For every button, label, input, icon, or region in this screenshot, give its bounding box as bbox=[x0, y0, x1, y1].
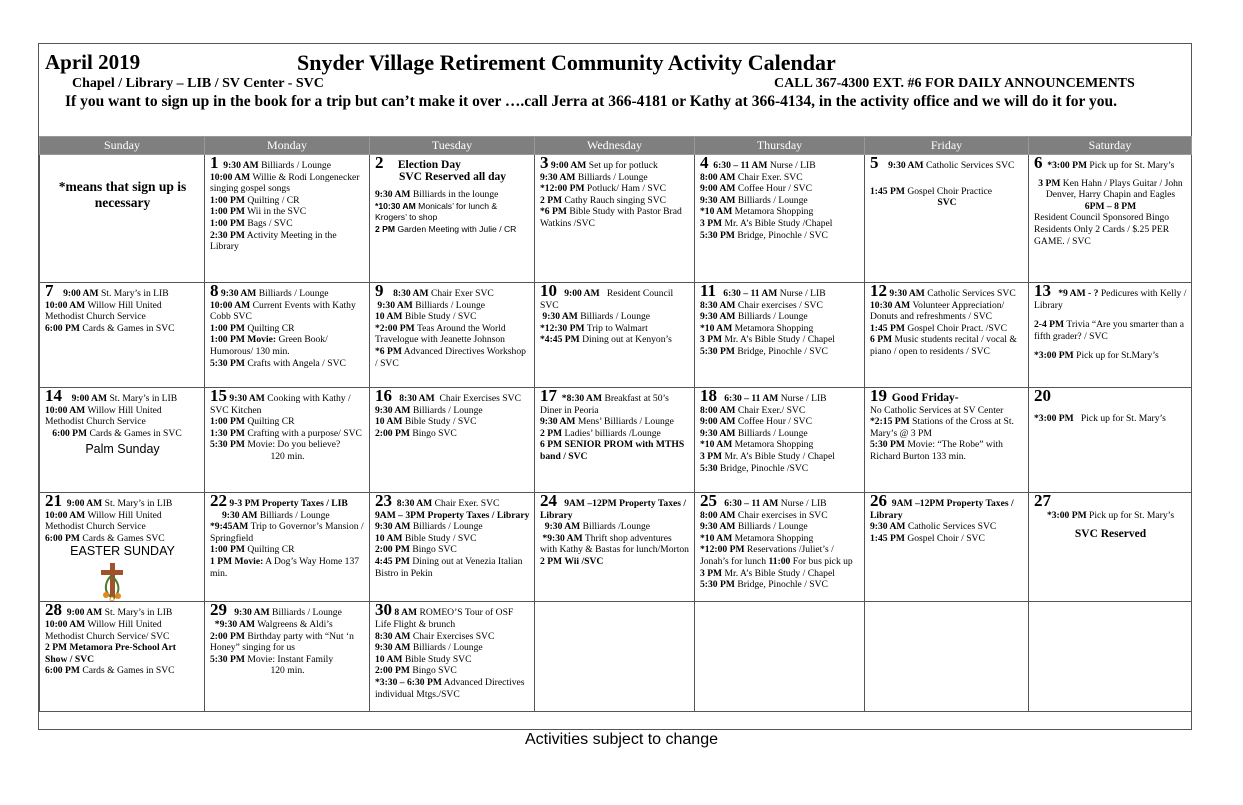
footer-disclaimer: Activities subject to change bbox=[525, 731, 718, 748]
day-number: 8 bbox=[210, 282, 219, 300]
day-number: 10 bbox=[540, 282, 557, 300]
day-number: 26 bbox=[870, 492, 887, 510]
day-cell-30: 30 8 AM ROMEO’S Tour of OSF Life Flight & brunch 8:30 AM Chair Exercises SVC 9:30 AM Billiards / Lounge 10 AM Bible Study SVC 2:00 PM Bingo SVC *3:30 – 6:30 PM Advanced Directives individual Mtgs./SVC bbox=[370, 602, 535, 712]
day-number: 4 bbox=[700, 154, 709, 172]
weekday-header: Tuesday bbox=[370, 137, 535, 155]
announcement-phone: CALL 367-4300 EXT. #6 FOR DAILY ANNOUNCEMENTS bbox=[774, 76, 1135, 91]
day-number: 9 bbox=[375, 282, 384, 300]
day-cell-3: 3 9:00 AM Set up for potluck 9:30 AM Billiards / Lounge *12:00 PM Potluck/ Ham / SVC 2 PM Cathy Rauch singing SVC *6 PM Bible Study with Pastor Brad Watkins /SVC bbox=[535, 155, 695, 283]
day-cell-7: 7 9:00 AM St. Mary’s in LIB 10:00 AM Willow Hill United Methodist Church Service 6:00 PM Cards & Games in SVC bbox=[40, 283, 205, 388]
signup-instructions: If you want to sign up in the book for a trip but can’t make it over ….call Jerra at 366-4181 or Kathy at 366-4134, in the activity office and we will do it for you. bbox=[65, 93, 1117, 110]
day-number: 28 bbox=[45, 601, 62, 620]
day-cell-18: 18 6:30 – 11 AM Nurse / LIB 8:00 AM Chair Exer./ SVC 9:00 AM Coffee Hour / SVC 9:30 AM Billiards / Lounge *10 AM Metamora Shopping 3 PM Mr. A’s Bible Study / Chapel 5:30 Bridge, Pinochle /SVC bbox=[695, 388, 865, 493]
day-cell-10: 10 9:00 AM Resident Council SVC 9:30 AM Billiards / Lounge *12:30 PM Trip to Walmart *4:45 PM Dining out at Kenyon’s bbox=[535, 283, 695, 388]
day-cell-19: 19 Good Friday- No Catholic Services at SV Center *2:15 PM Stations of the Cross at St. Mary’s @ 3 PM 5:30 PM Movie: “The Robe” with Richard Burton 133 min. bbox=[865, 388, 1029, 493]
weekday-header: Monday bbox=[205, 137, 370, 155]
day-number: 25 bbox=[700, 492, 717, 510]
day-cell-8: 8 9:30 AM Billiards / Lounge 10:00 AM Current Events with Kathy Cobb SVC 1:00 PM Quilting CR 1:00 PM Movie: Green Book/ Humorous/ 130 min. 5:30 PM Crafts with Angela / SVC bbox=[205, 283, 370, 388]
day-cell-empty bbox=[1029, 602, 1192, 712]
weekday-header-row bbox=[40, 137, 1192, 155]
week-row bbox=[40, 283, 1192, 388]
day-cell-5: 5 9:30 AM Catholic Services SVC 1:45 PM Gospel Choir Practice SVC bbox=[865, 155, 1029, 283]
day-cell-23: 23 8:30 AM Chair Exer. SVC 9AM – 3PM Property Taxes / Library 9:30 AM Billiards / Lounge 10 AM Bible Study / SVC 2:00 PM Bingo SVC 4:45 PM Dining out at Venezia Italian Bistro in Pekin bbox=[370, 493, 535, 602]
day-cell-14: 14 9:00 AM St. Mary’s in LIB 10:00 AM Willow Hill United Methodist Church Service 6:00 PM Cards & Games in SVC Palm Sunday bbox=[40, 388, 205, 493]
day-number: 17 bbox=[540, 387, 557, 405]
calendar-frame bbox=[38, 43, 1192, 730]
day-cell-22: 22 9-3 PM Property Taxes / LIB 9:30 AM Billiards / Lounge *9:45AM Trip to Governor’s Mansion / Springfield 1:00 PM Quilting CR 1 PM Movie: A Dog’s Way Home 137 min. bbox=[205, 493, 370, 602]
day-cell-26: 26 9AM –12PM Property Taxes / Library 9:30 AM Catholic Services SVC 1:45 PM Gospel Choir / SVC bbox=[865, 493, 1029, 602]
day-cell-empty bbox=[865, 602, 1029, 712]
svc-reserved: SVC Reserved all day bbox=[398, 170, 506, 183]
calendar-grid bbox=[39, 136, 1192, 712]
svc-reserved: SVC Reserved bbox=[1074, 528, 1147, 541]
day-cell-9: 9 8:30 AM Chair Exer SVC 9:30 AM Billiards / Lounge 10 AM Bible Study / SVC *2:00 PM Teas Around the World Travelogue with Jeanette Johnson *6 PM Advanced Directives Workshop / SVC bbox=[370, 283, 535, 388]
day-cell-empty bbox=[535, 602, 695, 712]
day-number: 7 bbox=[45, 282, 54, 300]
week-row bbox=[40, 155, 1192, 283]
calendar-header bbox=[39, 44, 1191, 136]
week-row bbox=[40, 602, 1192, 712]
day-number: 23 bbox=[375, 492, 392, 510]
day-number: 24 bbox=[540, 492, 557, 510]
day-number: 11 bbox=[700, 282, 717, 300]
day-number: 18 bbox=[700, 387, 717, 405]
day-number: 30 bbox=[375, 601, 392, 620]
signup-note: *means that sign up is necessary bbox=[58, 179, 187, 210]
week-row bbox=[40, 493, 1192, 602]
day-cell-29: 29 9:30 AM Billiards / Lounge *9:30 AM Walgreens & Aldi’s 2:00 PM Birthday party with “Nut ‘n Honey” singing for us 5:30 PM Movie: Instant Family 120 min. bbox=[205, 602, 370, 712]
day-cell-1: 1 9:30 AM Billiards / Lounge 10:00 AM Willie & Rodi Longenecker singing gospel songs 1:00 PM Quilting / CR 1:00 PM Wii in the SVC 1:00 PM Bags / SVC 2:30 PM Activity Meeting in the Library bbox=[205, 155, 370, 283]
day-number: 6 bbox=[1034, 154, 1043, 172]
day-cell-28: 28 9:00 AM St. Mary’s in LIB 10:00 AM Willow Hill United Methodist Church Service/ SVC 2 PM Metamora Pre-School Art Show / SVC 6:00 PM Cards & Games in SVC bbox=[40, 602, 205, 712]
day-cell-6: 6 *3:00 PM Pick up for St. Mary’s 3 PM Ken Hahn / Plays Guitar / John Denver, Harry Chapin and Eagles 6PM – 8 PM Resident Council Sponsored Bingo Residents Only 2 Cards / $.25 PER GAME. / SVC bbox=[1029, 155, 1192, 283]
day-number: 16 bbox=[375, 387, 392, 405]
day-number: 20 bbox=[1034, 387, 1051, 405]
month-title: April 2019 bbox=[45, 50, 141, 74]
day-cell-13: 13 *9 AM - ? Pedicures with Kelly / Library 2-4 PM Trivia “Are you smarter than a fifth grader? / SVC *3:00 PM Pick up for St.Mary’s bbox=[1029, 283, 1192, 388]
day-cell-27: 27 *3:00 PM Pick up for St. Mary’s SVC Reserved bbox=[1029, 493, 1192, 602]
day-number: 21 bbox=[45, 492, 62, 510]
day-number: 27 bbox=[1034, 492, 1051, 510]
day-cell-2: 2 Election Day SVC Reserved all day 9:30 AM Billiards in the lounge *10:30 AM Monicals’ for lunch & Krogers’ to shop 2 PM Garden Meeting with Julie / CR bbox=[370, 155, 535, 283]
day-number: 22 bbox=[210, 492, 227, 510]
day-cell-12: 12 9:30 AM Catholic Services SVC 10:30 AM Volunteer Appreciation/ Donuts and refreshments / SVC 1:45 PM Gospel Choir Pract. /SVC 6 PM Music students recital / vocal & piano / open to residents / SVC bbox=[865, 283, 1029, 388]
easter-sunday-label: EASTER SUNDAY bbox=[70, 544, 175, 559]
day-cell-20: 20 *3:00 PM Pick up for St. Mary’s bbox=[1029, 388, 1192, 493]
day-cell-24: 24 9AM –12PM Property Taxes / Library 9:30 AM Billiards /Lounge *9:30 AM Thrift shop adventures with Kathy & Bastas for lunch/Morton 2 PM Wii /SVC bbox=[535, 493, 695, 602]
weekday-header: Friday bbox=[865, 137, 1029, 155]
day-cell-empty bbox=[695, 602, 865, 712]
day-cell-16: 16 8:30 AM Chair Exercises SVC 9:30 AM Billiards / Lounge 10 AM Bible Study / SVC 2:00 PM Bingo SVC bbox=[370, 388, 535, 493]
day-number: 14 bbox=[45, 387, 62, 405]
palm-sunday-label: Palm Sunday bbox=[85, 442, 160, 457]
day-cell-15: 15 9:30 AM Cooking with Kathy / SVC Kitchen 1:00 PM Quilting CR 1:30 PM Crafting with a purpose/ SVC 5:30 PM Movie: Do you believe? 120 min. bbox=[205, 388, 370, 493]
day-cell-11: 11 6:30 – 11 AM Nurse / LIB 8:30 AM Chair exercises / SVC 9:30 AM Billiards / Lounge *10 AM Metamora Shopping 3 PM Mr. A’s Bible Study / Chapel 5:30 PM Bridge, Pinochle / SVC bbox=[695, 283, 865, 388]
weekday-header: Thursday bbox=[695, 137, 865, 155]
day-number: 1 bbox=[210, 154, 219, 172]
week-row bbox=[40, 388, 1192, 493]
day-cell-4: 4 6:30 – 11 AM Nurse / LIB 8:00 AM Chair Exer. SVC 9:00 AM Coffee Hour / SVC 9:30 AM Billiards / Lounge *10 AM Metamora Shopping 3 PM Mr. A’s Bible Study /Chapel 5:30 PM Bridge, Pinochle / SVC bbox=[695, 155, 865, 283]
day-cell-empty bbox=[40, 155, 205, 283]
day-number: 12 bbox=[870, 282, 887, 300]
day-number: 15 bbox=[210, 387, 227, 405]
weekday-header: Wednesday bbox=[535, 137, 695, 155]
day-number: 13 bbox=[1034, 282, 1051, 300]
easter-cross-icon bbox=[97, 561, 127, 601]
day-cell-21: 21 9:00 AM St. Mary’s in LIB 10:00 AM Willow Hill United Methodist Church Service 6:00 PM Cards & Games SVC EASTER SUNDAY bbox=[40, 493, 205, 602]
location-legend: Chapel / Library – LIB / SV Center - SVC bbox=[72, 76, 324, 91]
day-number: 29 bbox=[210, 601, 227, 620]
day-cell-25: 25 6:30 – 11 AM Nurse / LIB 8:00 AM Chair exercises in SVC 9:30 AM Billiards / Lounge *10 AM Metamora Shopping *12:00 PM Reservations /Juliet’s / Jonah’s for lunch 11:00 For bus pick up 3 PM Mr. A’s Bible Study / Chapel 5:30 PM Bridge, Pinochle / SVC bbox=[695, 493, 865, 602]
day-number: 3 bbox=[540, 154, 549, 172]
day-cell-17: 17 *8:30 AM Breakfast at 50’s Diner in Peoria 9:30 AM Mens’ Billiards / Lounge 2 PM Ladies’ billiards /Lounge 6 PM SENIOR PROM with MTHS band / SVC bbox=[535, 388, 695, 493]
weekday-header: Sunday bbox=[40, 137, 205, 155]
day-number: 5 bbox=[870, 154, 879, 172]
calendar-title: Snyder Village Retirement Community Activity Calendar bbox=[297, 50, 836, 75]
weekday-header: Saturday bbox=[1029, 137, 1192, 155]
day-number: 19 bbox=[870, 387, 887, 405]
day-number: 2 bbox=[375, 154, 384, 172]
